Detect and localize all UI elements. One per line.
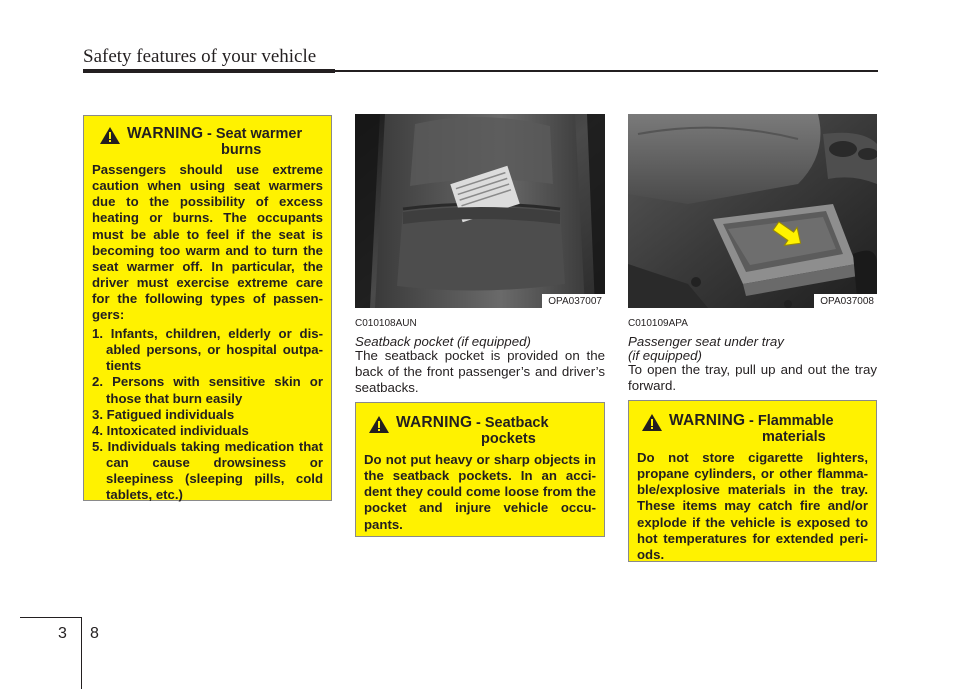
- warning-header: [100, 126, 323, 158]
- warning-list: [92, 326, 323, 503]
- page-number: 8: [90, 625, 99, 642]
- warning-header: [369, 415, 596, 447]
- section-code: C010108AUN: [355, 318, 417, 329]
- warning-subtitle: - Seat warmer: [206, 126, 303, 142]
- warning-intro-text: Passengers should use extreme caution when using seat warmers due to the possibility of excess heating or burns. The occupants must be able to feel if the seat is becoming too warm and to turn the seat warmer off. In particular, the driver must exercise extreme care for the following types of passen-gers:: [92, 162, 323, 323]
- section-heading: Passenger seat under tray: [628, 334, 784, 349]
- header-rule-thick: [83, 69, 335, 73]
- warning-seat-warmer-box: [83, 115, 332, 501]
- warning-subtitle: - Seatback: [475, 415, 549, 431]
- under-seat-tray-photo: [628, 114, 877, 308]
- section-code: C010109APA: [628, 318, 688, 329]
- warning-label: WARNING: [669, 412, 746, 429]
- list-item: 3. Fatigued individuals: [92, 406, 235, 422]
- list-item: 2. Persons with sensitive skin or those that burn easily: [92, 374, 323, 406]
- list-item: 5. Individuals taking medication that can cause drowsiness or sleepiness (sleeping pills, cold tablets, etc.): [92, 438, 323, 503]
- page-header-title: Safety features of your vehicle: [83, 46, 317, 67]
- photo-code-label: OPA037007: [542, 294, 605, 308]
- warning-triangle-icon: [369, 416, 389, 433]
- warning-subtitle-cont: burns: [221, 142, 262, 159]
- section-body-text: The seatback pocket is provided on the back of the front passenger’s and driver’s seatbacks.: [355, 348, 605, 395]
- warning-text: Do not store cigarette lighters, propane cylinders, or other flamma-ble/explosive materials in the tray. These items may catch fire and/or explode if the vehicle is exposed to hot temperatures for extended peri-ods.: [637, 450, 868, 562]
- seatback-pocket-photo: [355, 114, 605, 308]
- section-heading: Seatback pocket (if equipped): [355, 334, 531, 349]
- warning-seatback-pockets-box: [355, 402, 605, 537]
- header-rule-thin: [335, 70, 878, 72]
- under-seat-tray-illustration: [628, 114, 877, 308]
- warning-subtitle-cont: materials: [762, 429, 826, 446]
- seatback-pocket-illustration: [355, 114, 605, 308]
- warning-triangle-icon: [100, 127, 120, 144]
- warning-text: Do not put heavy or sharp objects in the seatback pockets. In an acci-dent they could come loose from the pocket and injure vehicle occu-pants.: [364, 452, 596, 532]
- section-heading-cont: (if equipped): [628, 348, 702, 363]
- warning-label: WARNING: [396, 414, 473, 431]
- warning-triangle-icon: [642, 414, 662, 431]
- warning-label: WARNING: [127, 125, 204, 142]
- warning-header: [642, 413, 868, 445]
- list-item: 4. Intoxicated individuals: [92, 422, 249, 438]
- photo-code-label: OPA037008: [814, 294, 877, 308]
- list-item: 1. Infants, children, elderly or dis-abled persons, or hospital outpa-tients: [92, 326, 323, 374]
- section-body-text: To open the tray, pull up and out the tray forward.: [628, 362, 877, 393]
- page-number-divider: [81, 617, 82, 689]
- warning-subtitle: - Flammable: [748, 413, 834, 429]
- chapter-number: 3: [58, 625, 67, 642]
- warning-flammable-materials-box: [628, 400, 877, 562]
- warning-subtitle-cont: pockets: [481, 431, 536, 448]
- page-number-rule: [20, 617, 82, 618]
